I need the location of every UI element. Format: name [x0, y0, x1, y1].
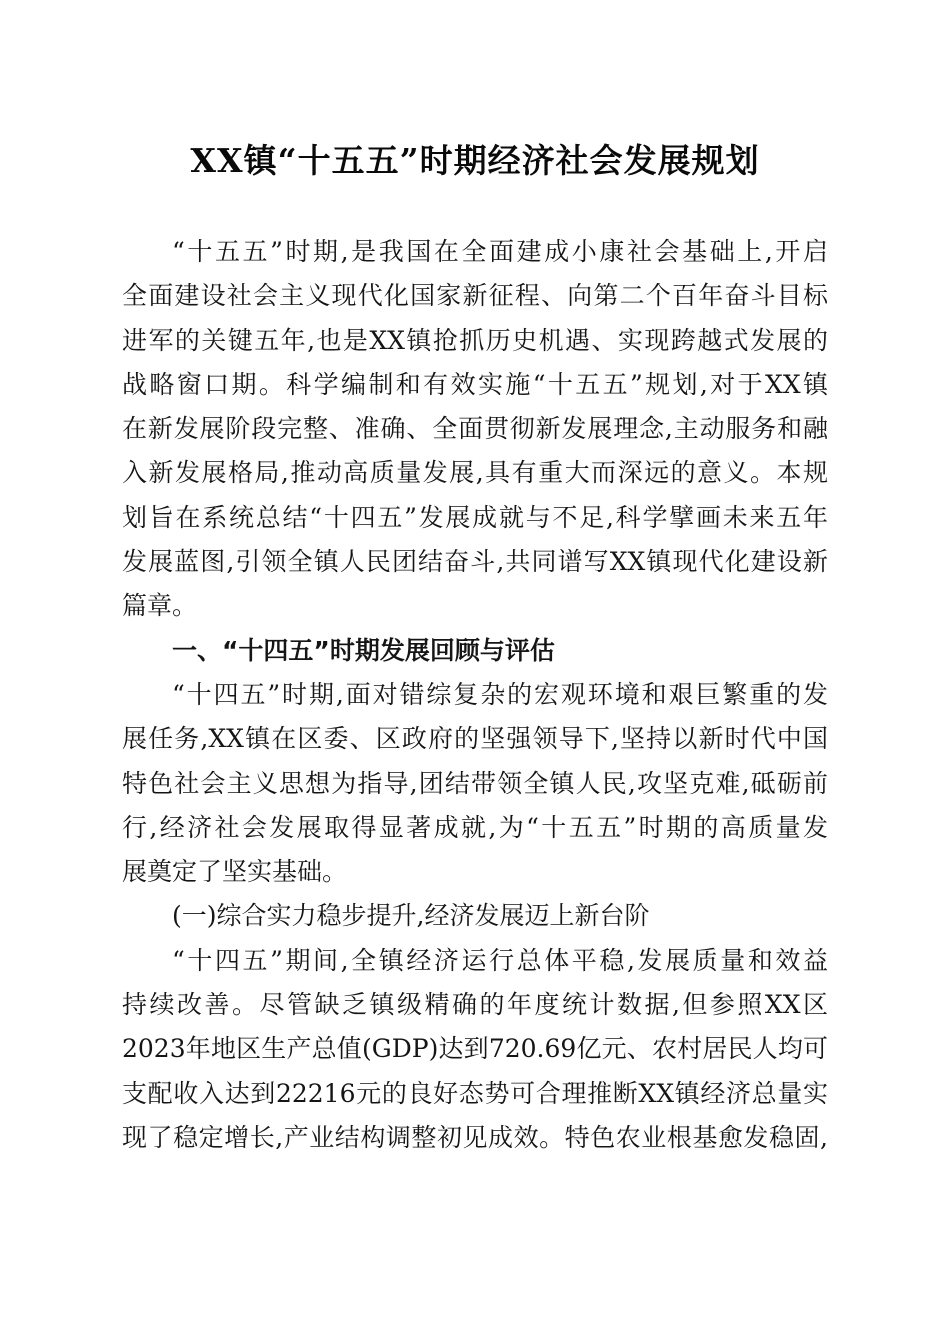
- paragraph-line: 2023年地区生产总值(GDP)达到720.69亿元、农村居民人均可: [122, 1034, 828, 1064]
- document-title: XX镇“十五五”时期经济社会发展规划: [190, 141, 760, 180]
- paragraph-line: 现了稳定增长,产业结构调整初见成效。特色农业根基愈发稳固,: [122, 1122, 828, 1152]
- paragraph-line: 在新发展阶段完整、准确、全面贯彻新发展理念,主动服务和融: [122, 414, 828, 444]
- paragraph-line: 发展蓝图,引领全镇人民团结奋斗,共同谱写XX镇现代化建设新: [122, 547, 828, 577]
- paragraph-line: 战略窗口期。科学编制和有效实施“十五五”规划,对于XX镇: [122, 369, 828, 399]
- paragraph-line: 入新发展格局,推动高质量发展,具有重大而深远的意义。本规: [122, 458, 828, 488]
- paragraph-line: 行,经济社会发展取得显著成就,为“十五五”时期的高质量发: [122, 812, 828, 842]
- paragraph-line: 特色社会主义思想为指导,团结带领全镇人民,攻坚克难,砥砺前: [122, 768, 828, 798]
- paragraph-line: 展奠定了坚实基础。: [122, 857, 348, 887]
- paragraph-line: 全面建设社会主义现代化国家新征程、向第二个百年奋斗目标: [122, 281, 828, 311]
- document-body: [122, 230, 828, 1160]
- paragraph-line: “十四五”期间,全镇经济运行总体平稳,发展质量和效益: [172, 945, 828, 975]
- paragraph-line: 篇章。: [122, 591, 198, 621]
- section-heading: 一、“十四五”时期发展回顾与评估: [172, 635, 555, 665]
- subsection-heading: (一)综合实力稳步提升,经济发展迈上新台阶: [172, 901, 650, 931]
- paragraph-line: 划旨在系统总结“十四五”发展成就与不足,科学擘画未来五年: [122, 502, 828, 532]
- paragraph-line: “十五五”时期,是我国在全面建成小康社会基础上,开启: [172, 237, 828, 266]
- paragraph-line: 展任务,XX镇在区委、区政府的坚强领导下,坚持以新时代中国: [122, 724, 828, 754]
- paragraph-line: “十四五”时期,面对错综复杂的宏观环境和艰巨繁重的发: [172, 679, 828, 709]
- paragraph-line: 进军的关键五年,也是XX镇抢抓历史机遇、实现跨越式发展的: [122, 325, 828, 355]
- paragraph-line: 持续改善。尽管缺乏镇级精确的年度统计数据,但参照XX区: [122, 990, 828, 1020]
- paragraph-line: 支配收入达到22216元的良好态势可合理推断XX镇经济总量实: [122, 1078, 828, 1108]
